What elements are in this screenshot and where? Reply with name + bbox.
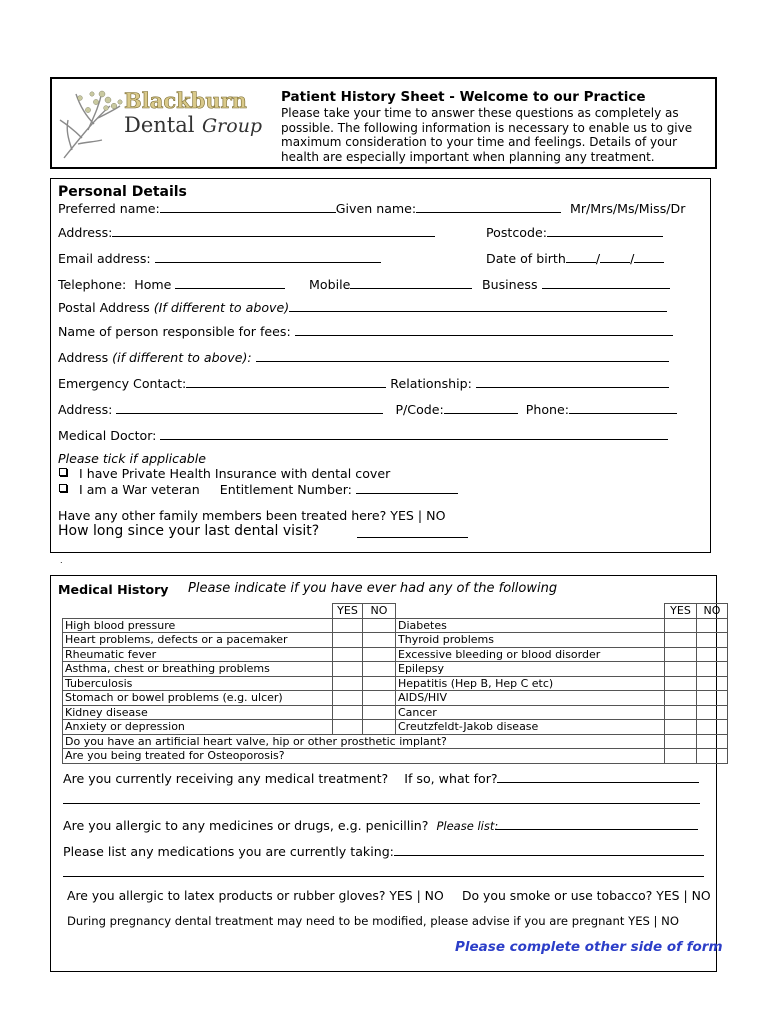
allergy-question: Are you allergic to any medicines or drugs, e.g. penicillin? [63,818,429,833]
yes-cell[interactable] [665,618,697,633]
no-cell[interactable] [363,633,396,648]
family-treated-question[interactable]: Have any other family members been treated here? YES | NO [58,508,446,523]
yes-cell[interactable] [665,734,697,749]
condition-label: Hepatitis (Hep B, Hep C etc) [396,676,665,691]
no-cell[interactable] [697,734,728,749]
yes-cell[interactable] [665,633,697,648]
address-label: Address: [58,225,113,240]
no-cell[interactable] [363,662,396,677]
osteoporosis-question: Are you being treated for Osteoporosis? [63,749,665,764]
condition-label: Tuberculosis [63,676,333,691]
emergency-contact-label: Emergency Contact: [58,376,187,391]
medical-conditions-table [62,603,728,764]
no-cell[interactable] [697,691,728,706]
no-cell[interactable] [697,676,728,691]
preferred-name-field[interactable] [160,201,336,213]
condition-label: High blood pressure [63,618,333,633]
alt-address-label: Address [58,350,109,365]
given-name-field[interactable] [416,201,561,213]
medical-doctor-field[interactable] [160,428,668,440]
intro-line: Please take your time to answer these questions as completely as [281,106,679,120]
postcode-field[interactable] [547,225,663,237]
yes-cell[interactable] [665,720,697,735]
no-cell[interactable] [697,633,728,648]
no-cell[interactable] [363,691,396,706]
emergency-pcode-label: P/Code: [395,402,444,417]
no-cell[interactable] [697,720,728,735]
page-title: Patient History Sheet - Welcome to our Practice [281,89,646,105]
no-cell[interactable] [697,618,728,633]
no-cell[interactable] [363,676,396,691]
fees-label: Name of person responsible for fees: [58,324,291,339]
condition-label: Thyroid problems [396,633,665,648]
veteran-label: I am a War veteran [79,482,200,497]
email-field[interactable] [155,251,381,263]
insurance-checkbox[interactable] [59,468,67,476]
table-row [63,676,728,691]
personal-details-heading: Personal Details [58,184,187,200]
intro-line: health are especially important when planning any treatment. [281,150,655,164]
emergency-contact-field[interactable] [186,376,386,388]
telephone-label: Telephone: [58,277,127,292]
medications-extra-field[interactable] [63,876,704,877]
condition-label: Kidney disease [63,705,333,720]
condition-label: Cancer [396,705,665,720]
table-row [63,662,728,677]
treatment-for-label: If so, what for? [404,771,498,786]
yes-cell[interactable] [333,720,363,735]
table-header-row [63,604,728,619]
yes-cell[interactable] [665,676,697,691]
table-row [63,705,728,720]
yes-cell[interactable] [333,633,363,648]
dob-separator: / [595,251,601,266]
yes-cell[interactable] [665,662,697,677]
no-cell[interactable] [363,705,396,720]
yes-cell[interactable] [333,676,363,691]
logo-text-dental: Dental [124,113,195,137]
please-list-label: Please list: [436,819,499,833]
condition-label: Anxiety or depression [63,720,333,735]
condition-label: Excessive bleeding or blood disorder [396,647,665,662]
postal-address-label: Postal Address [58,300,150,315]
table-row [63,618,728,633]
intro-line: possible. The following information is necessary to enable us to give [281,121,693,135]
yes-cell[interactable] [665,705,697,720]
postal-address-note: (If different to above) [153,300,290,315]
insurance-label: I have Private Health Insurance with dental cover [79,466,391,481]
condition-label: Heart problems, defects or a pacemaker [63,633,333,648]
emergency-phone-label: Phone: [525,402,570,417]
no-column-header: NO [697,604,728,619]
emergency-phone-field[interactable] [569,402,677,414]
dob-day-field[interactable] [566,251,596,263]
no-cell[interactable] [697,705,728,720]
no-column-header: NO [363,604,396,619]
mobile-label: Mobile [309,277,351,292]
home-phone-field[interactable] [175,277,285,289]
treatment-details-field[interactable] [63,803,700,804]
medications-question: Please list any medications you are currently taking: [63,844,394,859]
condition-label: Rheumatic fever [63,647,333,662]
no-cell[interactable] [697,749,728,764]
condition-label: Epilepsy [396,662,665,677]
emergency-address-field[interactable] [116,402,383,414]
last-visit-field[interactable] [357,537,468,538]
dob-year-field[interactable] [634,251,664,263]
business-phone-field[interactable] [542,277,670,289]
tobacco-question[interactable]: Do you smoke or use tobacco? YES | NO [462,888,711,903]
wattle-branch-icon [60,92,120,158]
table-row [63,691,728,706]
no-cell[interactable] [697,662,728,677]
medical-history-subheading: Please indicate if you have ever had any of the following [188,581,558,596]
dob-separator: / [630,251,635,266]
yes-cell[interactable] [333,691,363,706]
condition-label: Creutzfeldt-Jakob disease [396,720,665,735]
please-complete-note: Please complete other side of form [455,939,723,955]
table-row [63,734,728,749]
yes-column-header: YES [333,604,363,619]
dob-month-field[interactable] [600,251,630,263]
no-cell[interactable] [363,618,396,633]
dob-label: Date of birth [486,251,566,266]
email-label: Email address: [58,251,151,266]
emergency-pcode-field[interactable] [444,402,518,414]
yes-cell[interactable] [665,647,697,662]
emergency-address-label: Address: [58,402,113,417]
condition-label: Stomach or bowel problems (e.g. ulcer) [63,691,333,706]
relationship-label: Relationship: [390,376,472,391]
yes-cell[interactable] [333,705,363,720]
alt-address-field[interactable] [256,350,669,362]
medical-doctor-label: Medical Doctor: [58,428,157,443]
yes-cell[interactable] [333,662,363,677]
prosthetic-question: Do you have an artificial heart valve, hip or other prosthetic implant? [63,734,665,749]
table-row [63,720,728,735]
business-phone-label: Business [482,277,538,292]
veteran-checkbox[interactable] [59,484,67,492]
tick-heading: Please tick if applicable [58,451,207,466]
no-cell[interactable] [363,647,396,662]
no-cell[interactable] [363,720,396,735]
condition-label: Diabetes [396,618,665,633]
treatment-for-field[interactable] [497,782,699,783]
fees-field[interactable] [295,324,673,336]
preferred-name-label: Preferred name: [58,201,160,216]
table-row [63,749,728,764]
treatment-question: Are you currently receiving any medical treatment? [63,771,389,786]
alt-address-note: (if different to above): [112,350,252,365]
latex-allergy-question[interactable]: Are you allergic to latex products or rubber gloves? YES | NO [67,888,444,903]
condition-label: AIDS/HIV [396,691,665,706]
logo-text-blackburn: Blackburn [124,88,247,113]
logo-text-group: Group [202,115,263,137]
condition-label: Asthma, chest or breathing problems [63,662,333,677]
address-field[interactable] [112,225,435,237]
pregnancy-question[interactable]: During pregnancy dental treatment may need to be modified, please advise if you are pregnant YES | NO [67,914,679,928]
title-options[interactable]: Mr/Mrs/Ms/Miss/Dr [570,201,686,216]
table-row [63,647,728,662]
postal-address-field[interactable] [289,300,667,312]
yes-cell[interactable] [665,691,697,706]
yes-cell[interactable] [333,647,363,662]
mobile-field[interactable] [350,277,472,289]
last-visit-question: How long since your last dental visit? [58,523,320,539]
allergy-list-field[interactable] [495,829,698,830]
intro-line: maximum consideration to your time and feelings. Details of your [281,135,678,149]
medications-field[interactable] [394,855,704,856]
yes-column-header: YES [665,604,697,619]
entitlement-label: Entitlement Number: [219,482,352,497]
yes-cell[interactable] [333,618,363,633]
yes-cell[interactable] [665,749,697,764]
given-name-label: Given name: [335,201,417,216]
postcode-label: Postcode: [486,225,547,240]
medical-history-heading: Medical History [58,582,169,597]
no-cell[interactable] [697,647,728,662]
table-row [63,633,728,648]
relationship-field[interactable] [476,376,669,388]
entitlement-field[interactable] [356,482,458,494]
separator-dot: . [60,556,63,565]
home-phone-label: Home [134,277,172,292]
